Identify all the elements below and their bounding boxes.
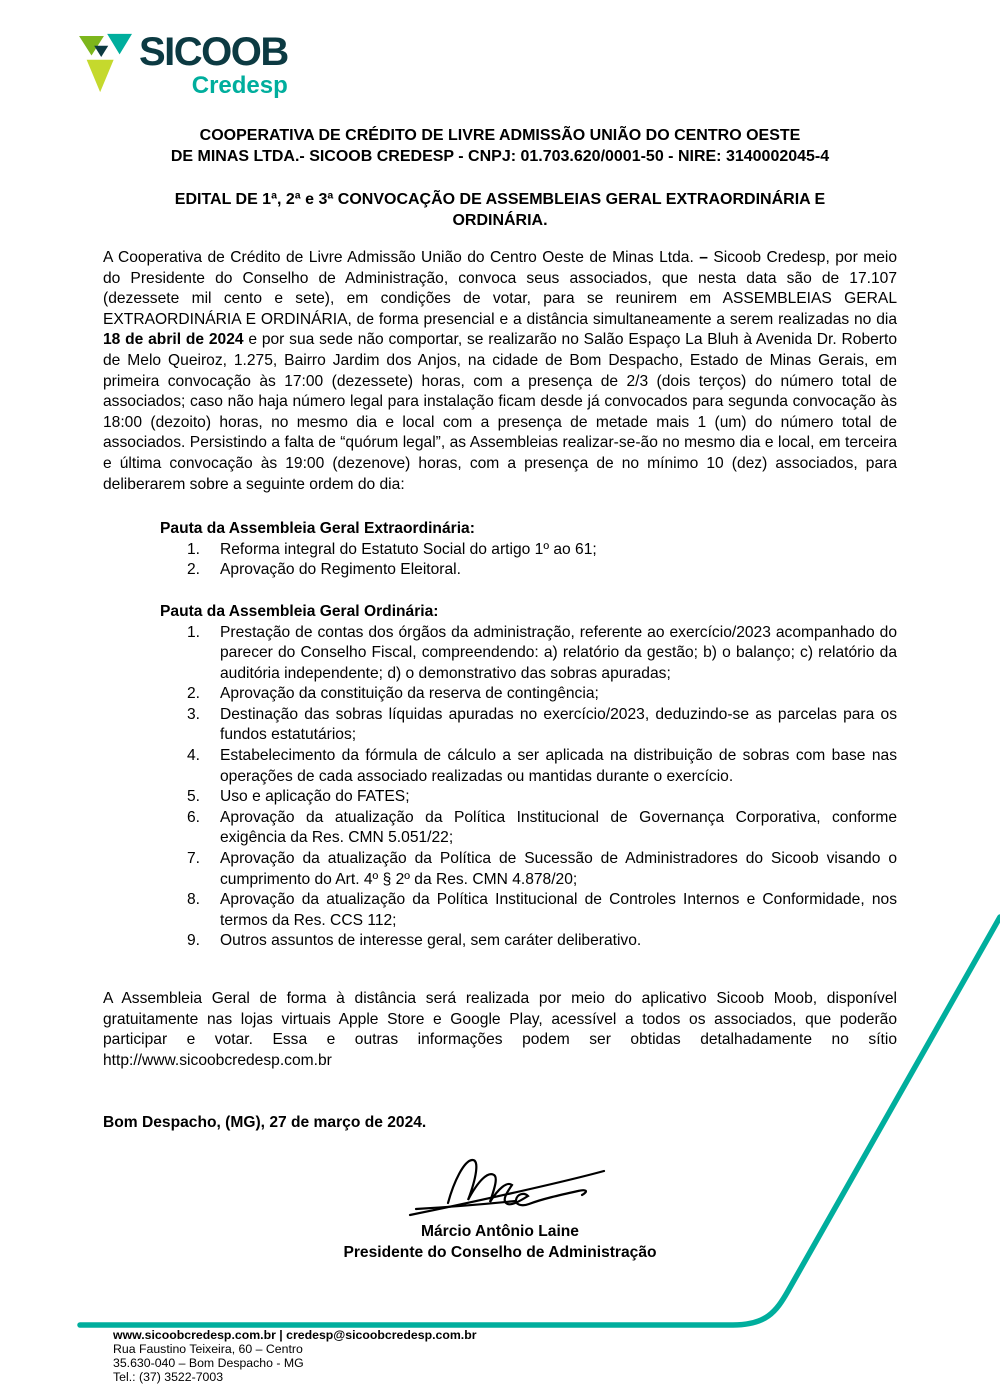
list-item-text: Aprovação da constituição da reserva de contingência;: [220, 685, 599, 703]
list-item-text: Estabelecimento da fórmula de cálculo a ser aplicada na distribuição de sobras com base nas operações de cada associado realizadas ou mantidas durante o exercício.: [220, 747, 897, 785]
footer-address: Rua Faustino Teixeira, 60 – Centro: [113, 1341, 303, 1356]
list-item: [103, 746, 897, 787]
list-item: [103, 890, 897, 931]
edital-title-line2: ORDINÁRIA.: [452, 212, 548, 229]
footer-phone: Tel.: (37) 3522-7003: [113, 1369, 224, 1384]
list-item-text: Destinação das sobras líquidas apuradas no exercício/2023, deduzindo-se as parcelas para os fundos estatutários;: [220, 705, 897, 744]
list-item-text: Aprovação da atualização da Política Institucional de Controles Internos e Conformidade, nos termos da Res. CCS 112;: [220, 891, 897, 929]
signatory-name: Márcio Antônio Laine: [421, 1223, 579, 1241]
list-item-number: 8.: [187, 891, 201, 909]
list-item-number: 7.: [187, 850, 201, 868]
list-item: [103, 560, 897, 581]
org-header-line2: DE MINAS LTDA.- SICOOB CREDESP - CNPJ: 01.703.620/0001-50 - NIRE: 3140002045-4: [170, 148, 830, 165]
agenda-ordinaria-list: [103, 623, 897, 953]
list-item-number: 3.: [187, 705, 201, 723]
logo-brand-text: SICOOB: [139, 30, 288, 74]
logo-subbrand-text: Credesp: [191, 72, 288, 99]
org-header-line1: COOPERATIVA DE CRÉDITO DE LIVRE ADMISSÃO UNIÃO DO CENTRO OESTE: [199, 127, 801, 144]
agenda-ordinaria-heading: Pauta da Assembleia Geral Ordinária:: [160, 602, 439, 620]
list-item: [103, 540, 897, 561]
list-item-number: 9.: [187, 932, 201, 950]
list-item-text: Outros assuntos de interesse geral, sem caráter deliberativo.: [220, 932, 642, 950]
opening-paragraph-text: A Cooperativa de Crédito de Livre Admissão União do Centro Oeste de Minas Ltda.: [103, 249, 700, 266]
signatory-role: Presidente do Conselho de Administração: [343, 1244, 657, 1262]
signature-block: [103, 1153, 897, 1263]
assembly-date: 18 de abril de 2024: [103, 331, 244, 349]
list-item-number: 2.: [187, 685, 201, 703]
list-item-text: Reforma integral do Estatuto Social do artigo 1º ao 61;: [220, 540, 597, 558]
list-item-number: 1.: [187, 540, 201, 558]
list-item: [103, 849, 897, 890]
list-item-number: 5.: [187, 788, 201, 806]
list-item: [103, 705, 897, 746]
signature-image: [390, 1153, 610, 1221]
footer-web-email: www.sicoobcredesp.com.br | credesp@sicoobcredesp.com.br: [113, 1328, 477, 1342]
org-header: [103, 125, 897, 167]
closing-paragraph: A Assembleia Geral de forma à distância será realizada por meio do aplicativo Sicoob Moob, disponível gratuitamente nas lojas virtuais Apple Store e Google Play, acessível a todos os associados, que poderão participar e votar. Essa e outras informações podem ser obtidas detalhadamente no sítio http://www.sicoobcredesp.com.br: [103, 990, 897, 1069]
list-item-number: 6.: [187, 808, 201, 826]
agenda-extraordinaria-list: [103, 540, 897, 581]
list-item-text: Uso e aplicação do FATES;: [220, 788, 410, 806]
document-body: [103, 0, 897, 1263]
list-item: [103, 623, 897, 685]
list-item: [103, 931, 897, 952]
opening-paragraph: [103, 248, 897, 495]
list-item-text: Aprovação da atualização da Política de Sucessão de Administradores do Sicoob visando o cumprimento do Art. 4º § 2º da Res. CMN 4.878/20;: [220, 850, 897, 888]
edital-title: [103, 189, 897, 231]
edital-title-line1: EDITAL DE 1ª, 2ª e 3ª CONVOCAÇÃO DE ASSEMBLEIAS GERAL EXTRAORDINÁRIA E: [174, 191, 826, 208]
list-item: [103, 808, 897, 849]
dateline: Bom Despacho, (MG), 27 de março de 2024.: [103, 1114, 427, 1132]
list-item-text: Aprovação do Regimento Eleitoral.: [220, 561, 461, 579]
list-item: [103, 684, 897, 705]
list-item-text: Prestação de contas dos órgãos da administração, referente ao exercício/2023 acompanhado do parecer do Conselho Fiscal, compreendendo: a) relatório da gestão; b) o balanço; c) relatório da auditória independente; d) o demonstrativo das sobras apuradas;: [220, 623, 897, 682]
opening-paragraph-text: e por sua sede não comportar, se realizarão no Salão Espaço La Bluh à Avenida Dr. Roberto de Melo Queiroz, 1.275, Bairro Jardim dos Anjos, na cidade de Bom Despacho, Estado de Minas Gerais, em primeira convocação às 17:00 (dezessete) horas, com a presença de 2/3 (dois terços) do número total de associados; caso não haja número legal para instalação ficam desde já convocados para segunda convocação às 18:00 (dezoito) horas, no mesmo dia e local com a presença de metade mais 1 (um) do número total de associados. Persistindo a falta de “quórum legal”, as Assembleias realizar-se-ão no mesmo dia e local, em terceira e última convocação às 19:00 (dezenove) horas, com a presença de no mínimo 10 (dez) associados, para deliberarem sobre a seguinte ordem do dia:: [103, 331, 897, 493]
list-item: [103, 787, 897, 808]
agenda-extraordinaria-heading: Pauta da Assembleia Geral Extraordinária:: [160, 520, 475, 538]
footer-contact: [113, 1329, 477, 1385]
list-item-number: 2.: [187, 561, 201, 579]
footer-city: 35.630-040 – Bom Despacho - MG: [113, 1355, 304, 1370]
list-item-number: 1.: [187, 623, 201, 641]
opening-paragraph-dash: –: [699, 249, 708, 266]
list-item-number: 4.: [187, 747, 201, 765]
opening-paragraph-text: Sicoob Credesp, por meio do Presidente do Conselho de Administração, convoca seus associados, que nesta data são de 17.107 (dezessete mil cento e sete), em condições de votar, para se reunirem em ASSEMBLEIAS GERAL EXTRAORDINÁRIA E ORDINÁRIA, de forma presencial e a distância simultaneamente a serem realizadas no dia: [103, 249, 898, 328]
list-item-text: Aprovação da atualização da Política Institucional de Governança Corporativa, conforme exigência da Res. CMN 5.051/22;: [220, 808, 897, 847]
